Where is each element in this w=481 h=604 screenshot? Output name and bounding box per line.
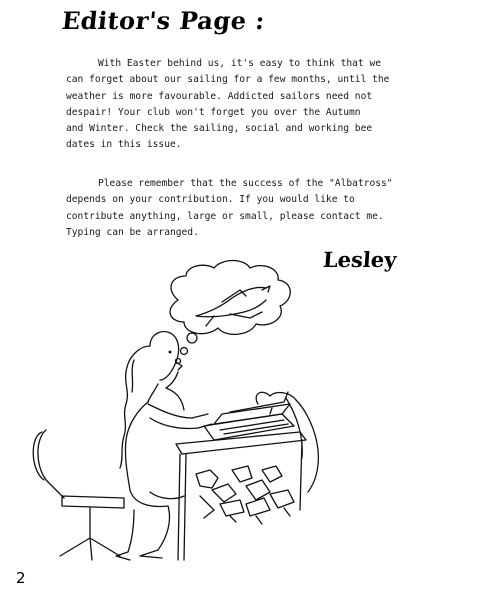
- thought-bubble: [170, 261, 290, 364]
- desk: [176, 432, 306, 560]
- editor-figure: [116, 332, 212, 560]
- editor-signature: Lesley: [322, 247, 398, 272]
- paragraph-intro: With Easter behind us, it's easy to think that we can forget about our sailing for a few months, until the weather is more favourable. Addicted sailors need not despair! Your club won't forget you over the Autumn and Winter. Check the sailing, social and working bee dates in this issue.: [66, 58, 390, 151]
- office-chair: [33, 430, 124, 560]
- typewriter: [204, 392, 294, 440]
- paragraph-contributions: Please remember that the success of the "Albatross" depends on your contribution. If you would like to contribute anything, large or small, please contact me. Typing can be arranged.: [66, 178, 393, 238]
- albatross-icon: [196, 286, 270, 326]
- page-title: Editor's Page :: [60, 6, 267, 35]
- page-number: 2: [16, 569, 26, 587]
- crumpled-paper-pile: [196, 466, 294, 524]
